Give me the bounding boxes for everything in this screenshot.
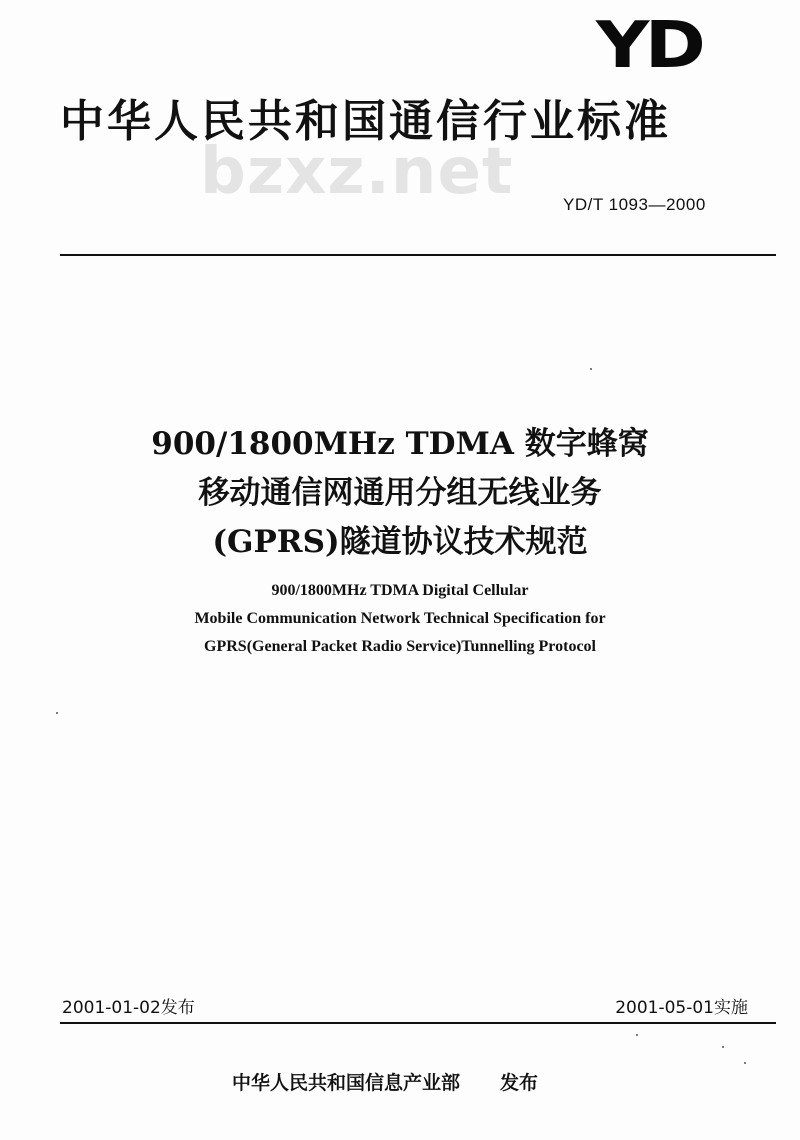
english-title-line-2: Mobile Communication Network Technical Specification for [194,610,606,627]
org-title: 中华人民共和国通信行业标准 [60,96,671,147]
watermark: bzxz.net [200,135,514,209]
english-title-line-1: 900/1800MHz TDMA Digital Cellular [271,582,529,599]
issuer-line [232,1068,538,1095]
scan-speck [636,1034,638,1036]
chinese-title [0,420,800,567]
chinese-title-line-2: 移动通信网通用分组无线业务 [198,475,602,511]
issue-word: 发布 [500,1072,539,1094]
yd-logo: YD [596,9,702,83]
issue-date: 2001-01-02发布 [62,998,195,1018]
english-title [0,577,800,661]
scan-speck [722,1046,724,1048]
english-title-line-3: GPRS(General Packet Radio Service)Tunnelling Protocol [204,638,596,655]
top-divider [60,254,776,256]
implementation-date: 2001-05-01实施 [615,998,748,1018]
scan-speck [744,1062,746,1064]
chinese-title-line-3: (GPRS)隧道协议技术规范 [212,524,588,560]
bottom-divider [60,1022,776,1024]
chinese-title-line-1: 900/1800MHz TDMA 数字蜂窝 [151,426,649,462]
issuer-name: 中华人民共和国信息产业部 [232,1072,461,1094]
scan-speck [56,712,58,714]
scan-speck [590,368,592,370]
standard-number: YD/T 1093—2000 [563,195,706,214]
